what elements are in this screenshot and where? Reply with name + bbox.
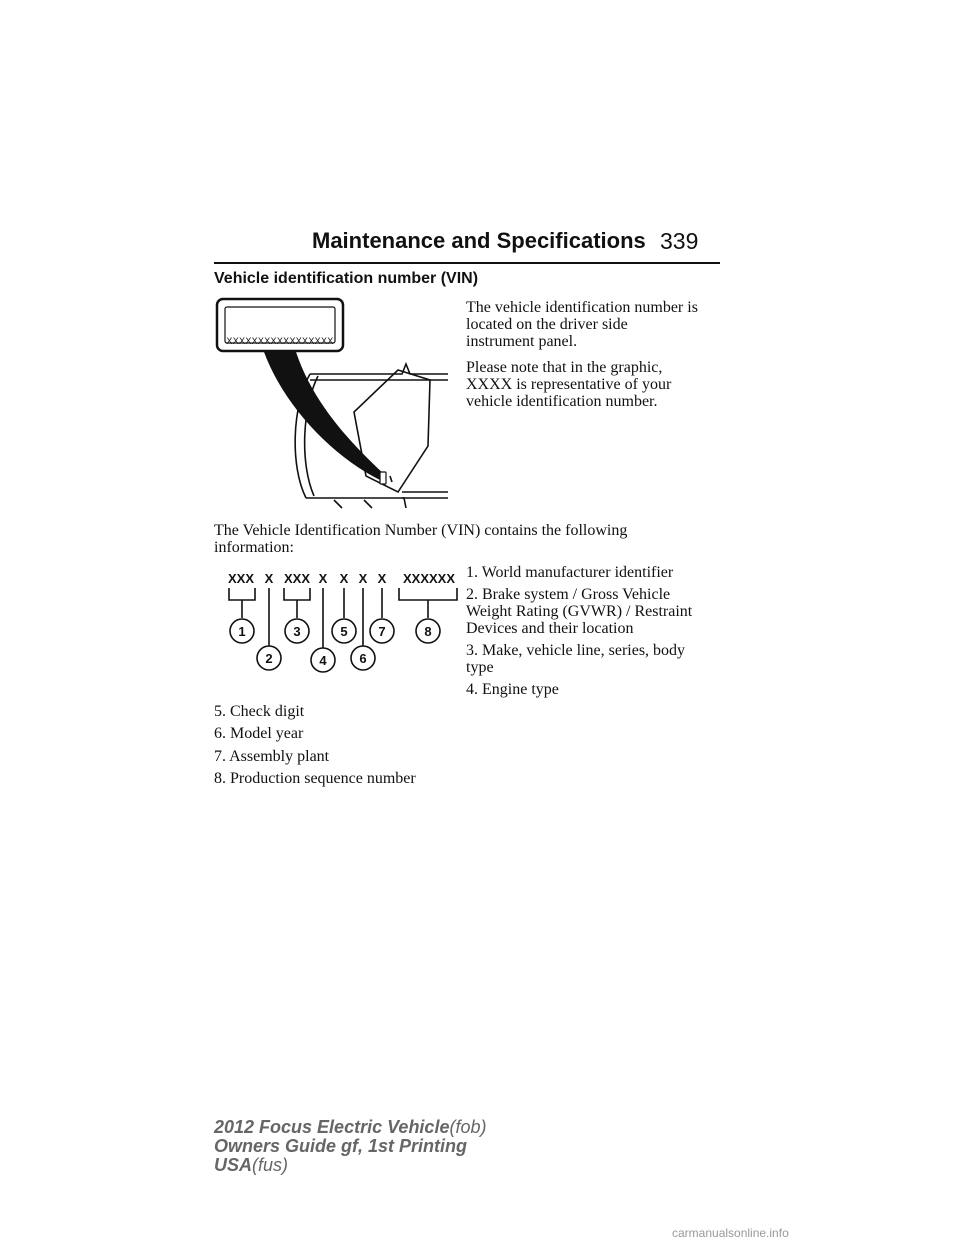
vin-contents-intro: The Vehicle Identification Number (VIN) contains the following information:: [214, 522, 628, 556]
callout-label-8: 8: [424, 624, 432, 639]
document-footer: 2012 Focus Electric Vehicle(fob) Owners Guide gf, 1st Printing USA(fus): [214, 1117, 487, 1175]
callout-label-3: 3: [293, 624, 301, 639]
vin-item-3: 3. Make, vehicle line, series, body type: [466, 642, 686, 676]
vin-group-8: XXXXXX: [402, 571, 456, 586]
vin-item-2: 2. Brake system / Gross Vehicle Weight Rating (GVWR) / Restraint Devices and their location: [466, 586, 693, 637]
callout-label-6: 6: [359, 651, 367, 666]
watermark: carmanualsonline.info: [672, 1226, 789, 1240]
callout-label-2: 2: [265, 651, 273, 666]
section-heading: Vehicle identification number (VIN): [214, 270, 479, 287]
vin-group-7: X: [377, 571, 387, 586]
vin-group-1: XXX: [227, 571, 255, 586]
vin-group-5: X: [339, 571, 349, 586]
car-outline: [295, 364, 448, 508]
vin-plate-text: XXXXXXXXXXXXXXXXX: [226, 336, 334, 346]
vin-location-paragraph-1: The vehicle identification number is located on the driver side instrument panel.: [466, 299, 698, 350]
vin-location-marker: [380, 472, 386, 484]
vin-location-illustration: [214, 296, 458, 510]
vin-group-4: X: [318, 571, 328, 586]
callout-label-4: 4: [319, 653, 327, 668]
callout-label-5: 5: [340, 624, 348, 639]
vin-item-4: 4. Engine type: [466, 681, 559, 698]
vin-group-3: XXX: [283, 571, 311, 586]
page-number: 339: [660, 228, 699, 254]
callout-label-1: 1: [238, 624, 246, 639]
callout-pointer: [264, 352, 386, 480]
vin-item-5: 5. Check digit: [214, 703, 305, 720]
vin-location-paragraph-2: Please note that in the graphic, XXXX is representative of your vehicle identification number.: [466, 359, 672, 410]
vin-item-8: 8. Production sequence number: [214, 770, 416, 787]
vin-structure-diagram: [222, 566, 462, 676]
vin-group-6: X: [358, 571, 368, 586]
vin-item-7: 7. Assembly plant: [214, 748, 330, 765]
page-header-title: Maintenance and Specifications: [312, 228, 646, 253]
header-rule: [214, 262, 720, 264]
vin-item-6: 6. Model year: [214, 725, 304, 742]
vin-group-2: X: [264, 571, 274, 586]
callout-label-7: 7: [378, 624, 386, 639]
vin-item-1: 1. World manufacturer identifier: [466, 564, 674, 581]
